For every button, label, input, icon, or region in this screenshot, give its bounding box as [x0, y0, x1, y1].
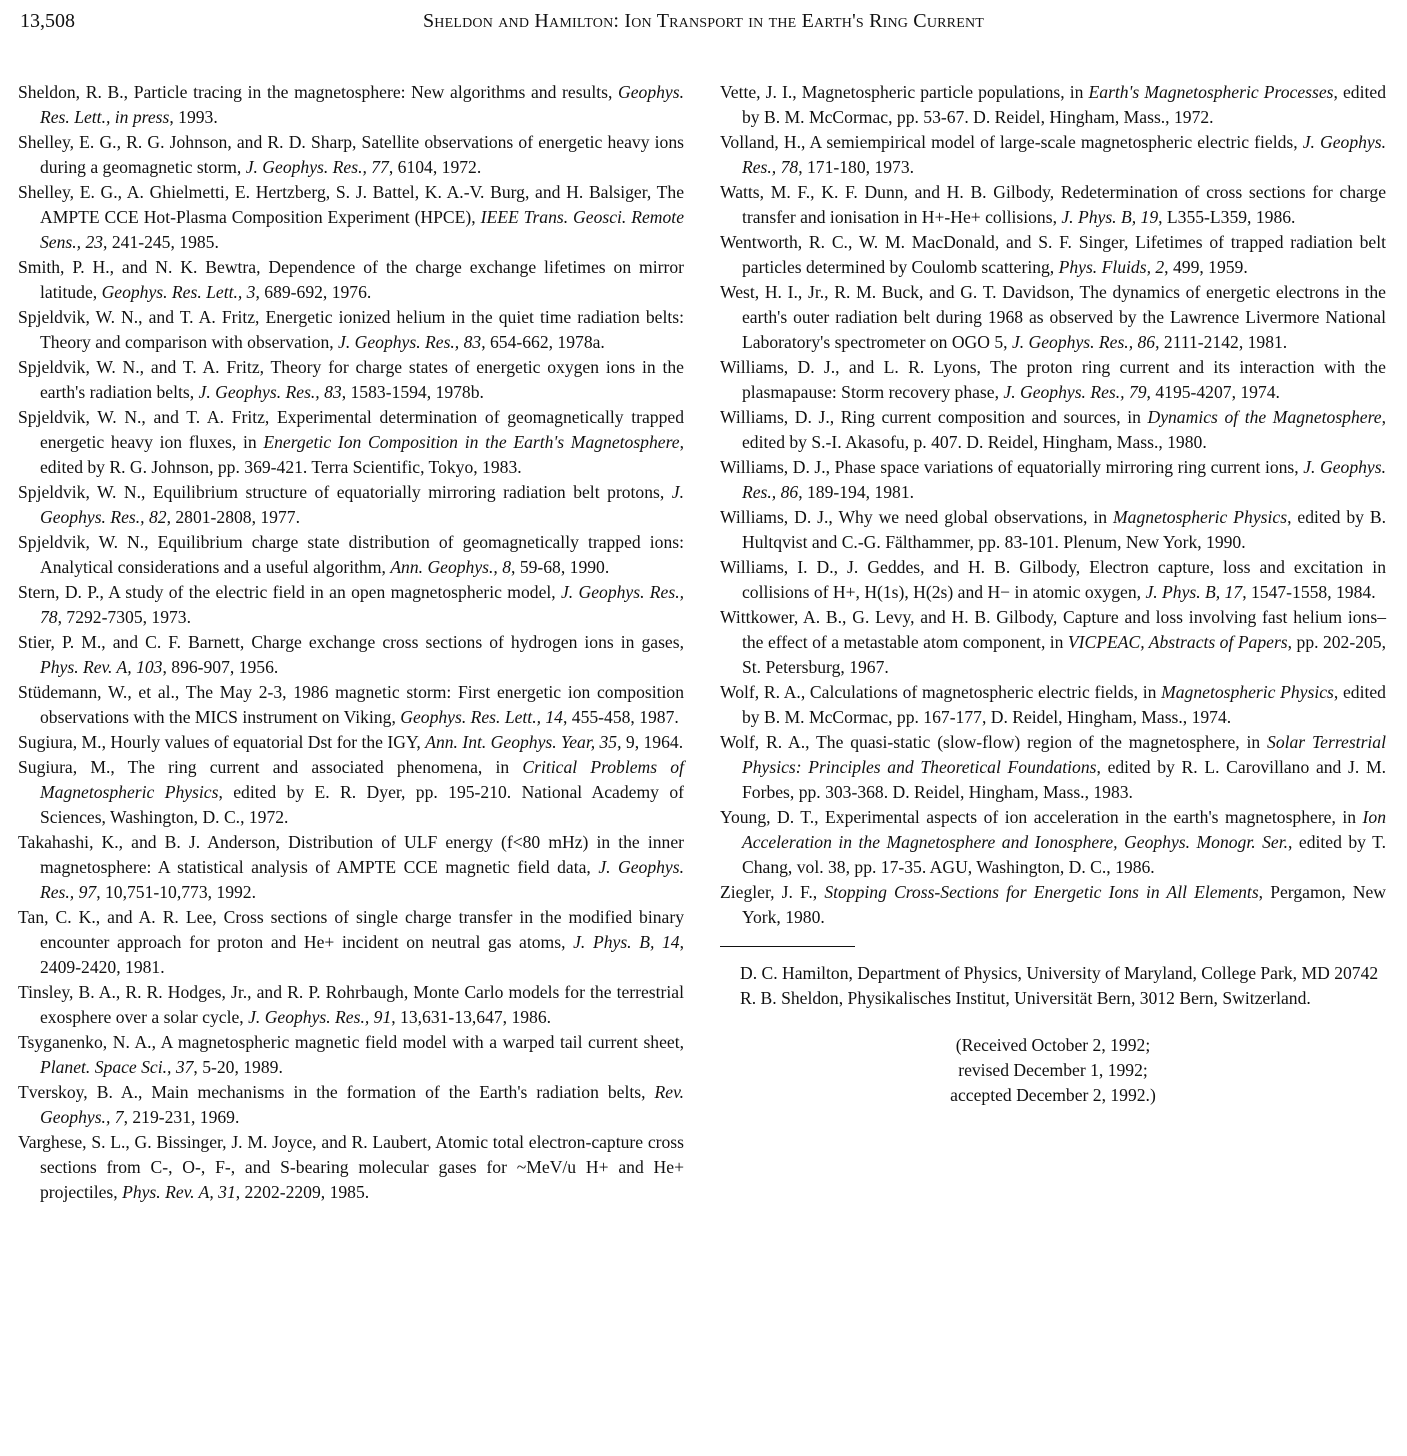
- reference-text: West, H. I., Jr., R. M. Buck, and G. T. Davidson, The dynamics of energetic electrons in the earth's outer radiation belt during 1968 as observed by the Lawrence Livermore National Laboratory's spectrometer on OGO 5,: [720, 282, 1386, 352]
- reference-source: Stopping Cross-Sections for Energetic Ions in All Elements: [824, 882, 1259, 902]
- reference-entry: [720, 455, 1386, 505]
- reference-entry: [18, 1130, 684, 1205]
- running-header: [20, 10, 1387, 40]
- reference-source: Energetic Ion Composition in the Earth's Magnetosphere: [263, 432, 680, 452]
- reference-entry: [720, 280, 1386, 355]
- reference-source: J. Phys. B, 17: [1145, 582, 1243, 602]
- received-dates: [720, 1033, 1386, 1108]
- reference-details: , 2409-2420, 1981.: [40, 932, 684, 977]
- reference-source: J. Geophys. Res., 91: [248, 1007, 392, 1027]
- reference-text: Smith, P. H., and N. K. Bewtra, Dependence of the charge exchange lifetimes on mirror latitude,: [18, 257, 684, 302]
- reference-entry: [720, 355, 1386, 405]
- reference-details: , edited by R. G. Johnson, pp. 369-421. Terra Scientific, Tokyo, 1983.: [40, 432, 684, 477]
- reference-source: Magnetospheric Physics: [1113, 507, 1288, 527]
- reference-source: Phys. Rev. A, 31: [122, 1182, 236, 1202]
- reference-details: , 689-692, 1976.: [255, 282, 372, 302]
- reference-text: Williams, D. J., and L. R. Lyons, The proton ring current and its interaction with the plasmapause: Storm recovery phase,: [720, 357, 1386, 402]
- reference-text: Sheldon, R. B., Particle tracing in the magnetosphere: New algorithms and results,: [18, 82, 619, 102]
- reference-text: Spjeldvik, W. N., and T. A. Fritz, Theory for charge states of energetic oxygen ions in the earth's radiation belts,: [18, 357, 684, 402]
- reference-source: Rev. Geophys., 7: [40, 1082, 684, 1127]
- reference-entry: [720, 605, 1386, 680]
- reference-entry: [720, 180, 1386, 230]
- reference-details: , 10,751-10,773, 1992.: [96, 882, 257, 902]
- reference-source: IEEE Trans. Geosci. Remote Sens., 23: [40, 207, 684, 252]
- page-number: 13,508: [20, 10, 75, 32]
- reference-details: , 5-20, 1989.: [193, 1057, 283, 1077]
- reference-details: , edited by R. L. Carovillano and J. M. Forbes, pp. 303-368. D. Reidel, Hingham, Mass., 1983.: [742, 757, 1387, 802]
- reference-details: , edited by T. Chang, vol. 38, pp. 17-35. AGU, Washington, D. C., 1986.: [742, 832, 1386, 877]
- reference-entry: [720, 880, 1386, 930]
- reference-entry: [18, 530, 684, 580]
- reference-details: , L355-L359, 1986.: [1158, 207, 1296, 227]
- reference-text: Sugiura, M., The ring current and associated phenomena, in: [18, 757, 523, 777]
- reference-details: , 2202-2209, 1985.: [235, 1182, 370, 1202]
- reference-text: Williams, D. J., Phase space variations of equatorially mirroring ring current ions,: [720, 457, 1304, 477]
- reference-source: Ann. Int. Geophys. Year, 35: [425, 732, 618, 752]
- reference-source: J. Geophys. Res., 82: [40, 482, 684, 527]
- reference-details: , 59-68, 1990.: [511, 557, 610, 577]
- reference-details: , 4195-4207, 1974.: [1146, 382, 1280, 402]
- revised-line: revised December 1, 1992;: [958, 1060, 1148, 1080]
- reference-details: , 1993.: [169, 107, 218, 127]
- reference-source: J. Phys. B, 14: [573, 932, 680, 952]
- reference-entry: [18, 130, 684, 180]
- reference-entry: [720, 80, 1386, 130]
- reference-details: , 7292-7305, 1973.: [57, 607, 192, 627]
- reference-entry: [18, 405, 684, 480]
- accepted-line: accepted December 2, 1992.): [950, 1085, 1156, 1105]
- reference-details: , edited by E. R. Dyer, pp. 195-210. National Academy of Sciences, Washington, D. C., 1972.: [40, 782, 684, 827]
- reference-details: , 1547-1558, 1984.: [1242, 582, 1376, 602]
- reference-details: , edited by B. Hultqvist and C.-G. Fälthammer, pp. 83-101. Plenum, New York, 1990.: [742, 507, 1387, 552]
- affiliation-hamilton: D. C. Hamilton, Department of Physics, University of Maryland, College Park, MD 20742: [740, 963, 1379, 983]
- reference-text: Shelley, E. G., A. Ghielmetti, E. Hertzberg, S. J. Battel, K. A.-V. Burg, and H. Balsiger, The AMPTE CCE Hot-Plasma Composition Experiment (HPCE),: [18, 182, 684, 227]
- reference-source: J. Geophys. Res., 78: [40, 582, 684, 627]
- reference-entry: [720, 805, 1386, 880]
- reference-details: , 499, 1959.: [1164, 257, 1248, 277]
- reference-entry: [18, 255, 684, 305]
- reference-source: J. Geophys. Res., 86: [742, 457, 1386, 502]
- reference-text: Stüdemann, W., et al., The May 2-3, 1986 magnetic storm: First energetic ion composition observations with the MICS instrument on Viking,: [18, 682, 684, 727]
- reference-entry: [18, 630, 684, 680]
- reference-source: Earth's Magnetospheric Processes: [1088, 82, 1334, 102]
- reference-details: , Pergamon, New York, 1980.: [742, 882, 1386, 927]
- reference-text: Stier, P. M., and C. F. Barnett, Charge exchange cross sections of hydrogen ions in gases,: [18, 632, 684, 652]
- reference-entry: [720, 230, 1386, 280]
- reference-text: Young, D. T., Experimental aspects of ion acceleration in the earth's magnetosphere, in: [720, 807, 1363, 827]
- reference-entry: [720, 505, 1386, 555]
- reference-entry: [18, 180, 684, 255]
- reference-text: Wittkower, A. B., G. Levy, and H. B. Gilbody, Capture and loss involving fast helium ions–the effect of a metastable atom component, in: [720, 607, 1386, 652]
- reference-entry: [18, 1030, 684, 1080]
- reference-details: , edited by S.-I. Akasofu, p. 407. D. Reidel, Hingham, Mass., 1980.: [742, 407, 1386, 452]
- reference-details: , 2111-2142, 1981.: [1155, 332, 1288, 352]
- reference-source: Geophys. Res. Lett., 3: [101, 282, 256, 302]
- reference-source: J. Geophys. Res., 83: [338, 332, 482, 352]
- reference-details: , 189-194, 1981.: [798, 482, 915, 502]
- reference-text: Watts, M. F., K. F. Dunn, and H. B. Gilbody, Redetermination of cross sections for charge transfer and ionisation in H+-He+ collisions,: [720, 182, 1386, 227]
- reference-details: , 2801-2808, 1977.: [166, 507, 300, 527]
- reference-source: J. Geophys. Res., 97: [40, 857, 684, 902]
- reference-entry: [720, 680, 1386, 730]
- reference-source: J. Phys. B, 19: [1061, 207, 1159, 227]
- reference-details: , 13,631-13,647, 1986.: [391, 1007, 552, 1027]
- reference-entry: [18, 755, 684, 830]
- reference-source: J. Geophys. Res., 79: [1003, 382, 1147, 402]
- reference-details: , 654-662, 1978a.: [481, 332, 605, 352]
- reference-details: , 9, 1964.: [617, 732, 684, 752]
- reference-source: J. Geophys. Res., 77: [245, 157, 389, 177]
- reference-details: , pp. 202-205, St. Petersburg, 1967.: [742, 632, 1386, 677]
- reference-text: Williams, D. J., Ring current composition and sources, in: [720, 407, 1148, 427]
- reference-text: Williams, I. D., J. Geddes, and H. B. Gilbody, Electron capture, loss and excitation in collisions of H+, H(1s), H(2s) and H− in atomic oxygen,: [720, 557, 1386, 602]
- reference-text: Varghese, S. L., G. Bissinger, J. M. Joyce, and R. Laubert, Atomic total electron-capture cross sections from C-, O-, F-, and S-bearing molecular gases for ~MeV/u H+ and He+ projectiles,: [18, 1132, 684, 1202]
- reference-source: J. Geophys. Res., 83: [198, 382, 342, 402]
- reference-details: , 6104, 1972.: [388, 157, 482, 177]
- reference-source: Solar Terrestrial Physics: Principles and Theoretical Foundations: [742, 732, 1386, 777]
- reference-details: , 896-907, 1956.: [162, 657, 279, 677]
- reference-source: J. Geophys. Res., 86: [1011, 332, 1156, 352]
- reference-text: Stern, D. P., A study of the electric field in an open magnetospheric model,: [18, 582, 561, 602]
- reference-entry: [720, 130, 1386, 180]
- reference-details: , 1583-1594, 1978b.: [341, 382, 484, 402]
- reference-entry: [18, 905, 684, 980]
- reference-source: J. Geophys. Res., 78: [742, 132, 1386, 177]
- reference-details: , edited by B. M. McCormac, pp. 53-67. D. Reidel, Hingham, Mass., 1972.: [742, 82, 1386, 127]
- reference-entry: [18, 680, 684, 730]
- reference-text: Wolf, R. A., The quasi-static (slow-flow) region of the magnetosphere, in: [720, 732, 1268, 752]
- reference-entry: [18, 305, 684, 355]
- reference-text: Tverskoy, B. A., Main mechanisms in the formation of the Earth's radiation belts,: [18, 1082, 655, 1102]
- reference-entry: [18, 1080, 684, 1130]
- reference-source: Magnetospheric Physics: [1161, 682, 1334, 702]
- reference-source: Phys. Rev. A, 103: [40, 657, 163, 677]
- reference-text: Tsyganenko, N. A., A magnetospheric magnetic field model with a warped tail current sheet,: [18, 1032, 684, 1052]
- reference-source: Geophys. Res. Lett., 14: [400, 707, 563, 727]
- reference-entry: [18, 830, 684, 905]
- reference-entry: [18, 480, 684, 530]
- reference-column-left: [18, 80, 684, 1205]
- reference-source: Ion Acceleration in the Magnetosphere and Ionosphere, Geophys. Monogr. Ser.: [742, 807, 1386, 852]
- reference-text: Volland, H., A semiempirical model of large-scale magnetospheric electric fields,: [720, 132, 1303, 152]
- reference-text: Ziegler, J. F.,: [720, 882, 825, 902]
- reference-text: Spjeldvik, W. N., and T. A. Fritz, Energetic ionized helium in the quiet time radiation belts: Theory and comparison with observation,: [18, 307, 684, 352]
- footnote-rule: [720, 946, 855, 947]
- affiliation-sheldon: R. B. Sheldon, Physikalisches Institut, Universität Bern, 3012 Bern, Switzerland.: [740, 988, 1311, 1008]
- reference-column-right: [720, 80, 1386, 1108]
- reference-text: Spjeldvik, W. N., and T. A. Fritz, Experimental determination of geomagnetically trapped energetic heavy ion fluxes, in: [18, 407, 684, 452]
- reference-entry: [720, 730, 1386, 805]
- reference-source: Planet. Space Sci., 37: [40, 1057, 194, 1077]
- reference-text: Spjeldvik, W. N., Equilibrium structure of equatorially mirroring radiation belt protons,: [18, 482, 672, 502]
- reference-text: Vette, J. I., Magnetospheric particle populations, in: [720, 82, 1089, 102]
- reference-details: , 219-231, 1969.: [123, 1107, 240, 1127]
- reference-details: , 171-180, 1973.: [798, 157, 915, 177]
- reference-source: Dynamics of the Magnetosphere: [1147, 407, 1382, 427]
- reference-entry: [18, 80, 684, 130]
- reference-text: Sugiura, M., Hourly values of equatorial Dst for the IGY,: [18, 732, 426, 752]
- reference-source: Critical Problems of Magnetospheric Physics: [40, 757, 684, 802]
- running-title: Sheldon and Hamilton: Ion Transport in the Earth's Ring Current: [422, 10, 985, 32]
- reference-entry: [720, 405, 1386, 455]
- reference-source: Phys. Fluids, 2: [1058, 257, 1165, 277]
- reference-details: , 455-458, 1987.: [562, 707, 679, 727]
- reference-entry: [18, 730, 684, 755]
- reference-text: Wentworth, R. C., W. M. MacDonald, and S. F. Singer, Lifetimes of trapped radiation belt particles determined by Coulomb scattering,: [720, 232, 1386, 277]
- reference-entry: [18, 980, 684, 1030]
- received-line: (Received October 2, 1992;: [955, 1035, 1151, 1055]
- reference-text: Shelley, E. G., R. G. Johnson, and R. D. Sharp, Satellite observations of energetic heavy ions during a geomagnetic storm,: [18, 132, 684, 177]
- reference-source: VICPEAC, Abstracts of Papers: [1067, 632, 1288, 652]
- reference-text: Wolf, R. A., Calculations of magnetospheric electric fields, in: [720, 682, 1162, 702]
- reference-source: Ann. Geophys., 8: [390, 557, 512, 577]
- reference-entry: [720, 555, 1386, 605]
- reference-text: Spjeldvik, W. N., Equilibrium charge state distribution of geomagnetically trapped ions: Analytical considerations and a useful algorithm,: [18, 532, 684, 577]
- reference-text: Takahashi, K., and B. J. Anderson, Distribution of ULF energy (f<80 mHz) in the inner magnetosphere: A statistical analysis of AMPTE CCE magnetic field data,: [18, 832, 684, 877]
- reference-text: Tan, C. K., and A. R. Lee, Cross sections of single charge transfer in the modified binary encounter approach for proton and He+ incident on neutral gas atoms,: [18, 907, 684, 952]
- reference-entry: [18, 580, 684, 630]
- reference-details: , edited by B. M. McCormac, pp. 167-177, D. Reidel, Hingham, Mass., 1974.: [742, 682, 1386, 727]
- reference-text: Tinsley, B. A., R. R. Hodges, Jr., and R. P. Rohrbaugh, Monte Carlo models for the terrestrial exosphere over a solar cycle,: [18, 982, 684, 1027]
- reference-entry: [18, 355, 684, 405]
- reference-source: Geophys. Res. Lett., in press: [40, 82, 684, 127]
- reference-details: , 241-245, 1985.: [103, 232, 219, 252]
- reference-text: Williams, D. J., Why we need global observations, in: [720, 507, 1114, 527]
